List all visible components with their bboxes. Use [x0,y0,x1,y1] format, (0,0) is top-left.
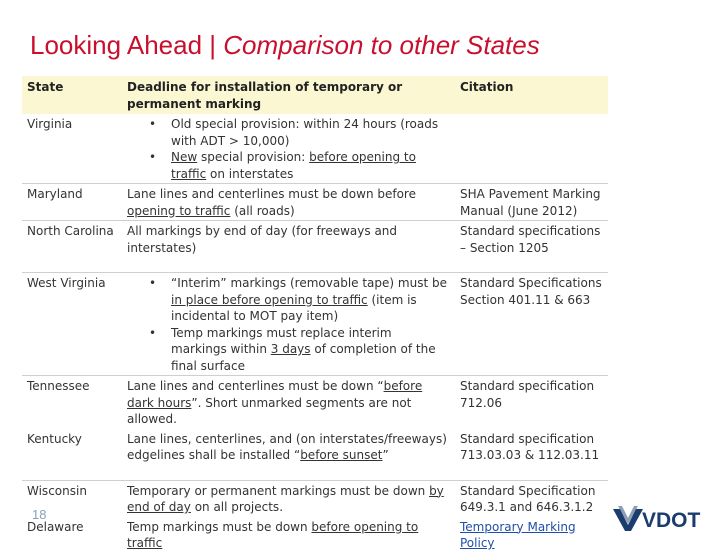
table-row-tennessee [22,376,608,429]
header-state: State [22,76,122,114]
emphasis-text: by end of day [127,483,444,514]
deadline-cell [122,429,455,481]
vdot-logo [612,500,708,534]
text-span: Lane lines and centerlines must be down “ [127,379,384,393]
citation-cell [455,517,608,553]
page-number: 18 [32,507,47,522]
text-span: on interstates [206,166,294,181]
emphasis-text: opening to traffic [127,203,231,218]
text-span: on all projects. [190,500,284,514]
table-header-row [22,76,608,114]
state-cell: Wisconsin [22,480,122,517]
emphasis-text: before dark hours [127,379,423,410]
table-row-delaware [22,517,608,553]
title-main: Looking Ahead | [30,30,224,60]
title-subtitle: Comparison to other States [223,30,540,60]
text-span: Lane lines, centerlines, and (on interstates/freeways) edgelines shall be installed “ [127,431,447,462]
text-span: “Interim” markings (removable tape) must be [171,276,447,290]
citation-cell [455,114,608,184]
vdot-logo-text: VDOT [642,509,701,532]
text-span: Temp markings must be down [127,519,312,534]
citation-cell: Standard specifications – Section 1205 [455,221,608,273]
emphasis-text: before opening to traffic [127,519,419,550]
emphasis-text: before sunset [300,448,383,462]
citation-cell: Standard specification 712.06 [455,376,608,429]
bullet-item: • Old special provision: within 24 hours (roads with ADT > 10,000) [127,116,450,149]
slide-title [30,30,540,61]
deadline-cell [122,114,455,184]
table-row-north-carolina [22,221,608,273]
table-row-wisconsin [22,480,608,517]
bullet-item [127,275,450,325]
state-cell: Maryland [22,184,122,221]
text-span: ” [382,448,389,462]
deadline-cell: All markings by end of day (for freeways and interstates) [122,221,455,273]
emphasis-text: before opening to traffic [171,150,416,181]
text-span: Temporary or permanent markings must be down [127,483,430,498]
bullet-item [127,325,450,375]
deadline-cell [122,376,455,429]
deadline-cell [122,273,455,376]
bullet-item [127,149,450,182]
text-span: (item is incidental to MOT pay item) [171,292,417,323]
state-cell: West Virginia [22,273,122,376]
table-row-west-virginia [22,273,608,376]
state-cell: Delaware [27,519,84,534]
state-cell: Virginia [27,117,73,131]
emphasis-text: New [171,150,198,164]
table-row-kentucky [22,429,608,481]
text-span: ”. Short unmarked segments are not allowed. [127,395,412,426]
emphasis-text: in place before opening to traffic [171,292,368,307]
emphasis-text: 3 days [270,342,311,356]
deadline-cell [122,480,455,517]
citation-link[interactable]: Temporary Marking Policy [460,519,576,550]
text-span: Temp markings must replace interim markings within [171,325,392,356]
header-deadline: Deadline for installation of temporary or permanent marking [122,76,455,114]
citation-cell: Standard Specification 649.3.1 and 646.3.1.2 [455,480,608,517]
citation-cell: SHA Pavement Marking Manual (June 2012) [455,184,608,221]
citation-cell: Standard specification 713.03.03 & 112.03.11 [460,431,600,462]
state-cell: Tennessee [22,376,122,429]
comparison-table [22,76,608,553]
table-row-maryland [22,184,608,221]
state-cell: North Carolina [22,221,122,273]
state-cell: Kentucky [27,431,82,446]
text-span: Lane lines and centerlines must be down before [127,187,416,201]
citation-cell: Standard Specifications Section 401.11 & 663 [455,273,608,376]
text-span: special provision: [197,150,310,164]
text-span: of completion of the final surface [171,342,436,373]
deadline-cell [122,184,455,221]
deadline-cell [122,517,455,553]
header-citation: Citation [455,76,608,114]
text-span: (all roads) [230,203,295,218]
table-row-virginia [22,114,608,184]
